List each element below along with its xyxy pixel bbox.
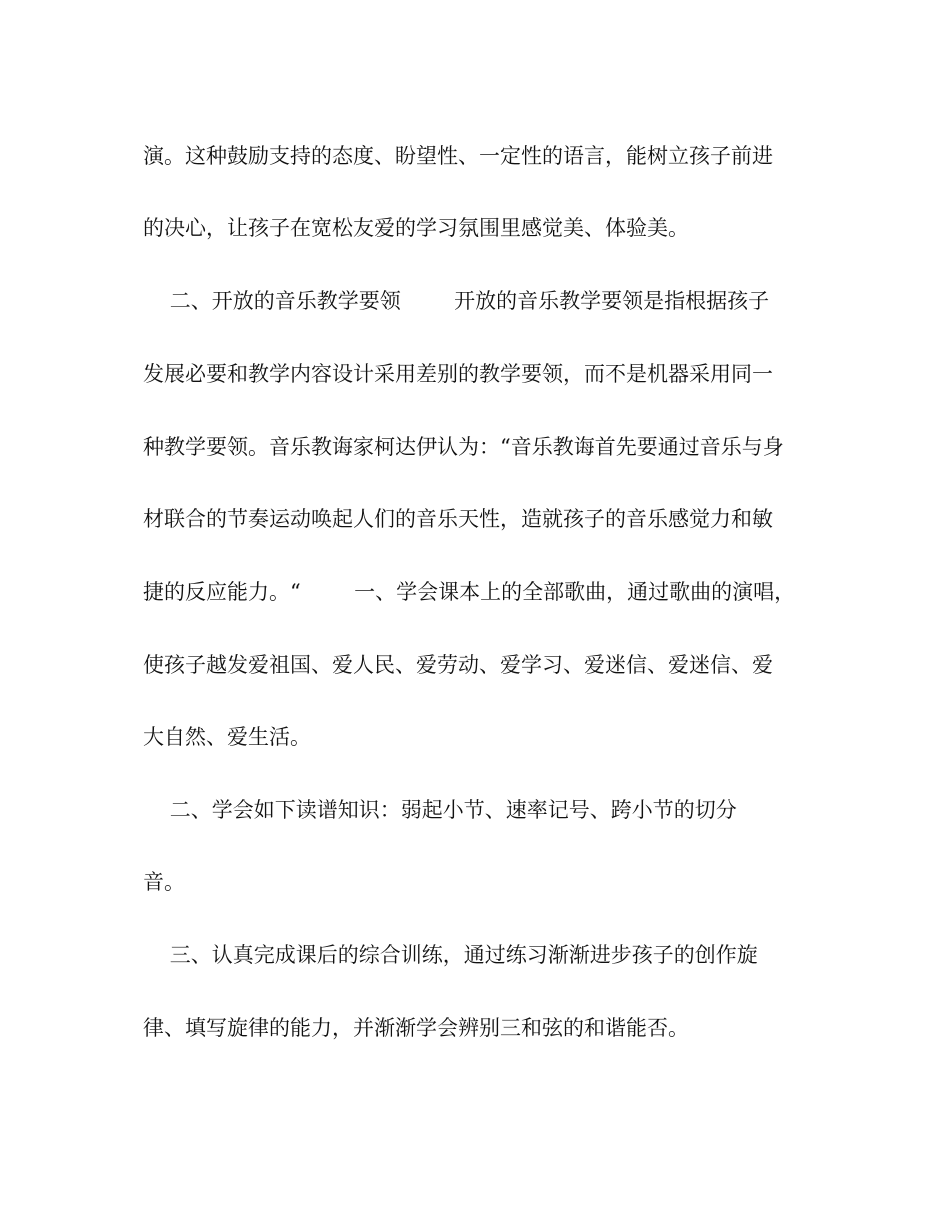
text-line-7: 捷的反应能力。“ 一、学会课本上的全部歌曲，通过歌曲的演唱，: [143, 580, 796, 604]
text-line-5: 种教学要领。音乐教诲家柯达伊认为：“音乐教诲首先要通过音乐与身: [143, 435, 784, 459]
text-line-13: 律、填写旋律的能力，并渐渐学会辨别三和弦的和谐能否。: [143, 1016, 689, 1040]
text-line-4: 发展必要和教学内容设计采用差别的教学要领，而不是机器采用同一: [143, 362, 773, 386]
text-line-11: 音。: [143, 870, 185, 894]
text-line-1: 演。这种鼓励支持的态度、盼望性、一定性的语言，能树立孩子前进: [143, 144, 773, 168]
text-line-2: 的决心，让孩子在宽松友爱的学习氛围里感觉美、体验美。: [143, 216, 689, 240]
text-line-3: 二、开放的音乐教学要领 开放的音乐教学要领是指根据孩子: [143, 289, 770, 313]
text-line-6: 材联合的节奏运动唤起人们的音乐天性，造就孩子的音乐感觉力和敏: [143, 507, 773, 531]
text-line-12: 三、认真完成课后的综合训练，通过练习渐渐进步孩子的创作旋: [143, 943, 758, 967]
text-line-10: 二、学会如下读谱知识：弱起小节、速率记号、跨小节的切分: [143, 798, 737, 822]
text-line-8: 使孩子越发爱祖国、爱人民、爱劳动、爱学习、爱迷信、爱迷信、爱: [143, 653, 773, 677]
text-line-9: 大自然、爱生活。: [143, 725, 311, 749]
